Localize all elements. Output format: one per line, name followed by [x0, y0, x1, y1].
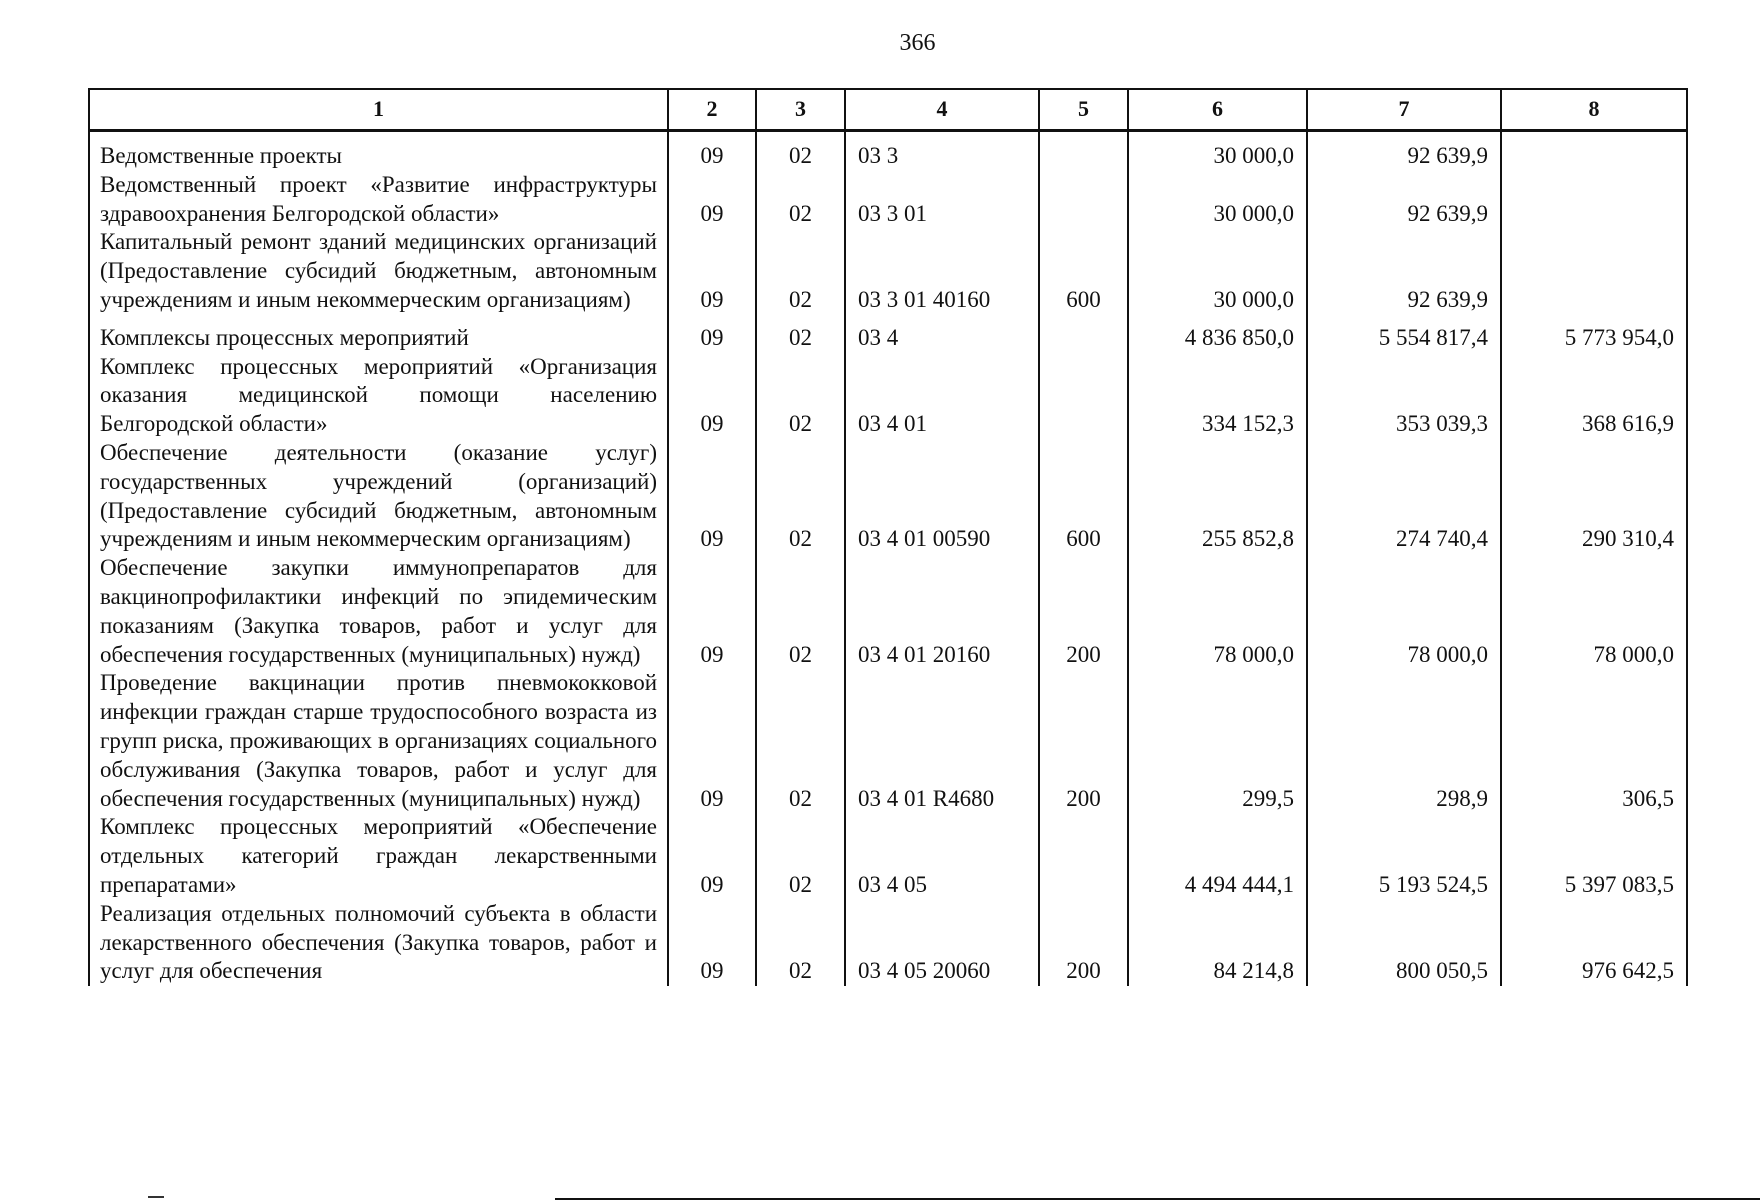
- row-target-code: 03 4 05: [845, 813, 1039, 899]
- row-name: Комплекс процессных мероприятий «Обеспечение отдельных категорий граждан лекарственными препаратами»: [89, 813, 668, 899]
- table-row: [89, 813, 1687, 899]
- row-expense-type: 200: [1039, 554, 1128, 669]
- column-header-3: 3: [756, 89, 845, 131]
- row-expense-type: 200: [1039, 900, 1128, 986]
- row-section: 09: [668, 228, 756, 314]
- row-target-code: 03 3: [845, 131, 1039, 171]
- row-section: 09: [668, 813, 756, 899]
- row-amount-6: 30 000,0: [1128, 228, 1307, 314]
- row-amount-7: 92 639,9: [1307, 228, 1501, 314]
- row-subsection: 02: [756, 439, 845, 554]
- row-expense-type: [1039, 353, 1128, 439]
- row-subsection: 02: [756, 171, 845, 229]
- table-row: [89, 669, 1687, 813]
- row-expense-type: 200: [1039, 669, 1128, 813]
- row-amount-8: 5 397 083,5: [1501, 813, 1687, 899]
- row-amount-6: 30 000,0: [1128, 131, 1307, 171]
- row-amount-7: 353 039,3: [1307, 353, 1501, 439]
- row-amount-6: 334 152,3: [1128, 353, 1307, 439]
- column-header-1: 1: [89, 89, 668, 131]
- column-header-2: 2: [668, 89, 756, 131]
- row-amount-8: 306,5: [1501, 669, 1687, 813]
- row-amount-8: 5 773 954,0: [1501, 315, 1687, 353]
- budget-table: [88, 88, 1688, 986]
- row-amount-6: 84 214,8: [1128, 900, 1307, 986]
- row-amount-6: 4 494 444,1: [1128, 813, 1307, 899]
- row-subsection: 02: [756, 669, 845, 813]
- table-row: [89, 900, 1687, 986]
- row-name: Обеспечение деятельности (оказание услуг) государственных учреждений (организаций) (Предоставление субсидий бюджетным, автономным учреждениям и иным некоммерческим организациям): [89, 439, 668, 554]
- row-subsection: 02: [756, 813, 845, 899]
- header-row: [89, 89, 1687, 131]
- row-amount-7: 5 193 524,5: [1307, 813, 1501, 899]
- column-header-8: 8: [1501, 89, 1687, 131]
- table-row: [89, 554, 1687, 669]
- row-section: 09: [668, 439, 756, 554]
- table-row: [89, 439, 1687, 554]
- row-name: Комплексы процессных мероприятий: [89, 315, 668, 353]
- column-header-6: 6: [1128, 89, 1307, 131]
- row-amount-6: 30 000,0: [1128, 171, 1307, 229]
- row-target-code: 03 3 01 40160: [845, 228, 1039, 314]
- row-subsection: 02: [756, 228, 845, 314]
- row-amount-8: 976 642,5: [1501, 900, 1687, 986]
- row-amount-7: 274 740,4: [1307, 439, 1501, 554]
- row-subsection: 02: [756, 900, 845, 986]
- table-row: [89, 131, 1687, 171]
- row-amount-7: 298,9: [1307, 669, 1501, 813]
- row-name: Обеспечение закупки иммунопрепаратов для вакцинопрофилактики инфекций по эпидемическим показаниям (Закупка товаров, работ и услуг для обеспечения государственных (муниципальных) нужд): [89, 554, 668, 669]
- row-expense-type: [1039, 171, 1128, 229]
- row-amount-8: 290 310,4: [1501, 439, 1687, 554]
- row-amount-6: 255 852,8: [1128, 439, 1307, 554]
- table-row: [89, 315, 1687, 353]
- row-target-code: 03 4 01: [845, 353, 1039, 439]
- row-name: Комплекс процессных мероприятий «Организация оказания медицинской помощи населению Белгородской области»: [89, 353, 668, 439]
- row-subsection: 02: [756, 131, 845, 171]
- row-name: Ведомственный проект «Развитие инфраструктуры здравоохранения Белгородской области»: [89, 171, 668, 229]
- row-subsection: 02: [756, 353, 845, 439]
- row-amount-8: 78 000,0: [1501, 554, 1687, 669]
- row-amount-8: 368 616,9: [1501, 353, 1687, 439]
- row-section: 09: [668, 131, 756, 171]
- row-amount-6: 299,5: [1128, 669, 1307, 813]
- column-header-4: 4: [845, 89, 1039, 131]
- table-row: [89, 228, 1687, 314]
- row-section: 09: [668, 315, 756, 353]
- row-target-code: 03 3 01: [845, 171, 1039, 229]
- row-name: Капитальный ремонт зданий медицинских организаций (Предоставление субсидий бюджетным, автономным учреждениям и иным некоммерческим организациям): [89, 228, 668, 314]
- row-amount-7: 92 639,9: [1307, 131, 1501, 171]
- row-target-code: 03 4 01 R4680: [845, 669, 1039, 813]
- row-expense-type: [1039, 813, 1128, 899]
- row-amount-6: 78 000,0: [1128, 554, 1307, 669]
- row-section: 09: [668, 669, 756, 813]
- row-section: 09: [668, 353, 756, 439]
- row-name: Реализация отдельных полномочий субъекта в области лекарственного обеспечения (Закупка товаров, работ и услуг для обеспечения: [89, 900, 668, 986]
- column-header-5: 5: [1039, 89, 1128, 131]
- row-subsection: 02: [756, 315, 845, 353]
- row-name: Ведомственные проекты: [89, 131, 668, 171]
- table-row: [89, 353, 1687, 439]
- row-amount-8: [1501, 228, 1687, 314]
- table-header: [89, 89, 1687, 131]
- page-mark: [148, 1196, 164, 1198]
- row-expense-type: [1039, 131, 1128, 171]
- row-target-code: 03 4: [845, 315, 1039, 353]
- row-amount-7: 78 000,0: [1307, 554, 1501, 669]
- row-target-code: 03 4 01 20160: [845, 554, 1039, 669]
- table-body: [89, 131, 1687, 987]
- row-subsection: 02: [756, 554, 845, 669]
- row-section: 09: [668, 900, 756, 986]
- row-amount-7: 92 639,9: [1307, 171, 1501, 229]
- row-amount-8: [1501, 131, 1687, 171]
- row-expense-type: 600: [1039, 228, 1128, 314]
- row-name: Проведение вакцинации против пневмококковой инфекции граждан старше трудоспособного возраста из групп риска, проживающих в организациях социального обслуживания (Закупка товаров, работ и услуг для обеспечения государственных (муниципальных) нужд): [89, 669, 668, 813]
- row-section: 09: [668, 171, 756, 229]
- row-amount-7: 800 050,5: [1307, 900, 1501, 986]
- row-amount-7: 5 554 817,4: [1307, 315, 1501, 353]
- row-amount-8: [1501, 171, 1687, 229]
- row-expense-type: [1039, 315, 1128, 353]
- row-amount-6: 4 836 850,0: [1128, 315, 1307, 353]
- column-header-7: 7: [1307, 89, 1501, 131]
- page-number: 366: [899, 30, 936, 56]
- row-target-code: 03 4 05 20060: [845, 900, 1039, 986]
- row-section: 09: [668, 554, 756, 669]
- row-target-code: 03 4 01 00590: [845, 439, 1039, 554]
- table-row: [89, 171, 1687, 229]
- row-expense-type: 600: [1039, 439, 1128, 554]
